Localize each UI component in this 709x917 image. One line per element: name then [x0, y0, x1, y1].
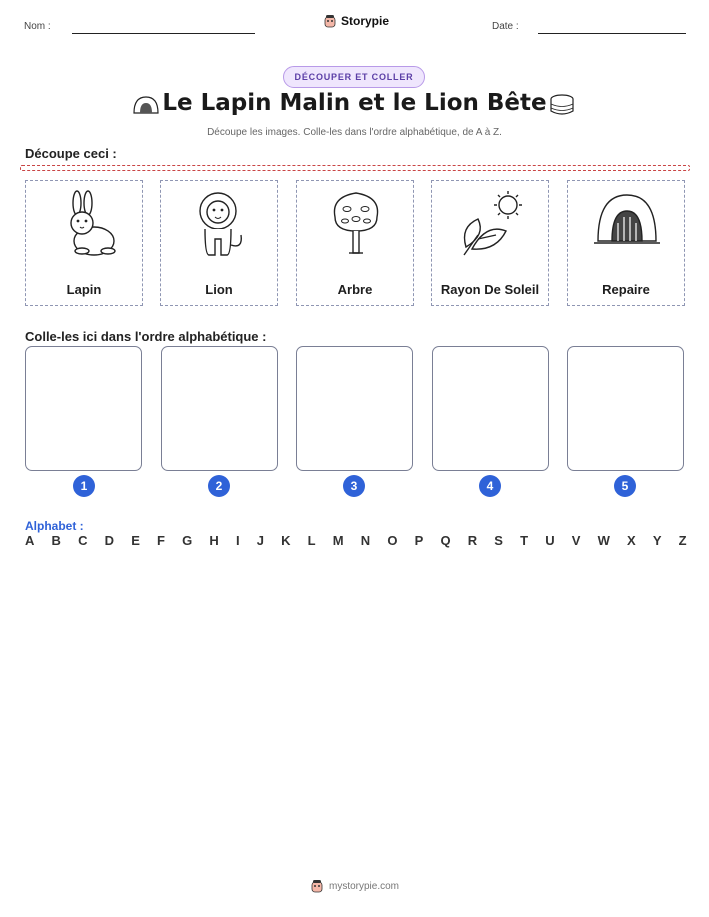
alphabet-letter: V: [571, 533, 581, 548]
alphabet-label: Alphabet :: [25, 519, 84, 533]
alphabet-letter: I: [235, 533, 240, 548]
cut-card-arbre[interactable]: [296, 180, 414, 306]
slot-number-4: 4: [479, 475, 501, 497]
brand-logo: [323, 14, 389, 28]
card-label: Repaire: [602, 282, 650, 297]
alphabet-letter: U: [545, 533, 555, 548]
storypie-mascot-icon: [310, 879, 324, 893]
alphabet-row: [25, 533, 687, 548]
card-label: Arbre: [337, 282, 373, 297]
footer: [0, 879, 709, 893]
paste-slot-2[interactable]: [161, 346, 278, 471]
paste-slot-5[interactable]: [567, 346, 684, 471]
alphabet-letter: X: [627, 533, 636, 548]
cut-card-repaire[interactable]: [567, 180, 685, 306]
alphabet-letter: F: [157, 533, 165, 548]
alphabet-letter: S: [494, 533, 503, 548]
lion-icon: [185, 189, 255, 259]
cut-card-rayon-de-soleil[interactable]: [431, 180, 549, 306]
storypie-mascot-icon: [323, 14, 337, 28]
alphabet-letter: J: [256, 533, 264, 548]
well-icon: [549, 94, 575, 116]
alphabet-letter: D: [104, 533, 115, 548]
brand-name: Storypie: [341, 14, 390, 28]
alphabet-letter: Z: [678, 533, 687, 548]
alphabet-letter: A: [25, 533, 35, 548]
alphabet-letter: E: [131, 533, 140, 548]
cut-section-label: Découpe ceci :: [25, 146, 117, 161]
alphabet-letter: P: [414, 533, 424, 548]
card-label: Lapin: [66, 282, 102, 297]
alphabet-letter: B: [51, 533, 61, 548]
cave-icon: [592, 189, 662, 259]
paste-slot-1[interactable]: [25, 346, 142, 471]
sunbeam-icon: [456, 189, 526, 259]
card-label: Lion: [205, 282, 233, 297]
name-line: [72, 33, 255, 34]
slot-number-3: 3: [343, 475, 365, 497]
alphabet-letter: L: [307, 533, 316, 548]
slot-number-1: 1: [73, 475, 95, 497]
card-label: Rayon De Soleil: [440, 282, 540, 297]
alphabet-letter: M: [332, 533, 344, 548]
instructions: Découpe les images. Colle-les dans l'ordre alphabétique, de A à Z.: [207, 127, 502, 138]
alphabet-letter: Y: [652, 533, 662, 548]
footer-site: mystorypie.com: [328, 880, 399, 892]
alphabet-letter: W: [597, 533, 610, 548]
alphabet-letter: T: [520, 533, 529, 548]
date-line: [538, 33, 686, 34]
alphabet-letter: R: [467, 533, 478, 548]
alphabet-letter: G: [182, 533, 193, 548]
alphabet-letter: O: [387, 533, 398, 548]
cut-line: [20, 165, 690, 171]
slot-number-5: 5: [614, 475, 636, 497]
paste-slot-4[interactable]: [432, 346, 549, 471]
cut-card-lion[interactable]: [160, 180, 278, 306]
alphabet-letter: Q: [440, 533, 451, 548]
alphabet-letter: N: [360, 533, 371, 548]
alphabet-letter: K: [281, 533, 291, 548]
paste-section-label: Colle-les ici dans l'ordre alphabétique :: [25, 329, 267, 344]
paste-slot-3[interactable]: [296, 346, 413, 471]
tree-icon: [321, 189, 391, 259]
slot-number-2: 2: [208, 475, 230, 497]
name-label: Nom :: [24, 21, 51, 32]
page-title: Le Lapin Malin et le Lion Bête: [162, 90, 547, 116]
rabbit-icon: [50, 189, 120, 259]
date-label: Date :: [492, 21, 519, 32]
alphabet-letter: C: [78, 533, 88, 548]
alphabet-letter: H: [209, 533, 219, 548]
activity-badge: DÉCOUPER ET COLLER: [283, 66, 425, 88]
cut-card-lapin[interactable]: [25, 180, 143, 306]
